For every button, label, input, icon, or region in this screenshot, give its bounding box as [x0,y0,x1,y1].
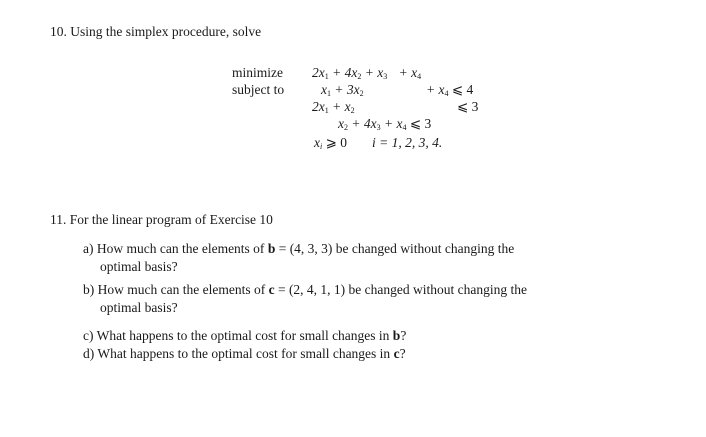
constraint-2-bound: ⩽ 3 [457,99,479,114]
c2-term-b: + x [328,99,351,114]
nn-var: x [314,135,320,150]
constraint-2-lhs [312,99,355,115]
part-a-line-2: optimal basis? [100,259,178,274]
c1-sub-c: 4 [444,89,449,98]
part-a-line-1 [83,241,514,257]
c1-term-a: x [321,82,327,97]
part-d-pre: d) What happens to the optimal cost for small changes in [83,346,394,361]
part-d-post: ? [399,346,406,361]
part-b-vector-c: c [268,282,275,297]
part-a-vector-b: b [267,241,276,256]
part-c-post: ? [400,328,407,343]
c3-sub-a: 2 [344,123,348,132]
c1-bound: ⩽ 4 [451,82,474,97]
c2-term-a: 2x [312,99,325,114]
obj-sub-1: 1 [324,72,329,81]
part-c-vector-b: b [392,328,401,343]
c3-term-b: + 4x [348,116,377,131]
c3-term-a: x [338,116,344,131]
constraint-1-lhs [321,82,364,98]
part-c-pre: c) What happens to the optimal cost for small changes in [83,328,393,343]
nonnegativity-constraint [314,135,347,151]
part-a-post: = (4, 3, 3) be changed without changing the [275,241,515,256]
c1-term-b: + 3x [331,82,360,97]
exercise-11-heading: 11. For the linear program of Exercise 10 [50,212,273,227]
c2-sub-a: 1 [324,106,329,115]
nn-sub: i [320,142,323,151]
c2-sub-b: 2 [350,106,355,115]
objective-function [312,65,421,81]
obj-term-4: + x [395,65,418,80]
index-range-text: i = 1, 2, 3, 4. [372,135,443,150]
c3-term-c: + x [380,116,403,131]
subject-to-label: subject to [232,82,285,97]
c3-bound: ⩽ 3 [406,116,432,131]
part-b-line-2: optimal basis? [100,300,178,315]
part-b-post: = (2, 4, 1, 1) be changed without changing the [274,282,528,297]
constraint-3 [338,116,431,132]
part-c [83,328,406,344]
c1-sub-b: 2 [359,89,364,98]
obj-term-1: 2x [312,65,325,80]
part-b-pre: b) How much can the elements of [83,282,269,297]
obj-sub-2: 2 [357,72,362,81]
obj-term-2: + 4x [328,65,358,80]
c1-sub-a: 1 [327,89,331,98]
c3-sub-c: 4 [402,123,407,132]
index-range [372,135,442,151]
obj-sub-4: 4 [417,72,422,81]
part-d-vector-c: c [393,346,400,361]
part-d [83,346,406,362]
part-a-pre: a) How much can the elements of [83,241,268,256]
constraint-1-rhs [426,82,473,98]
exercise-10-heading: 10. Using the simplex procedure, solve [50,24,262,39]
minimize-label: minimize [232,65,283,80]
nn-ineq: ⩾ 0 [322,135,348,150]
part-b-line-1 [83,282,527,298]
obj-term-3: + x [361,65,384,80]
obj-sub-3: 3 [383,72,388,81]
c3-sub-b: 3 [376,123,381,132]
c1-term-c: + x [426,82,445,97]
